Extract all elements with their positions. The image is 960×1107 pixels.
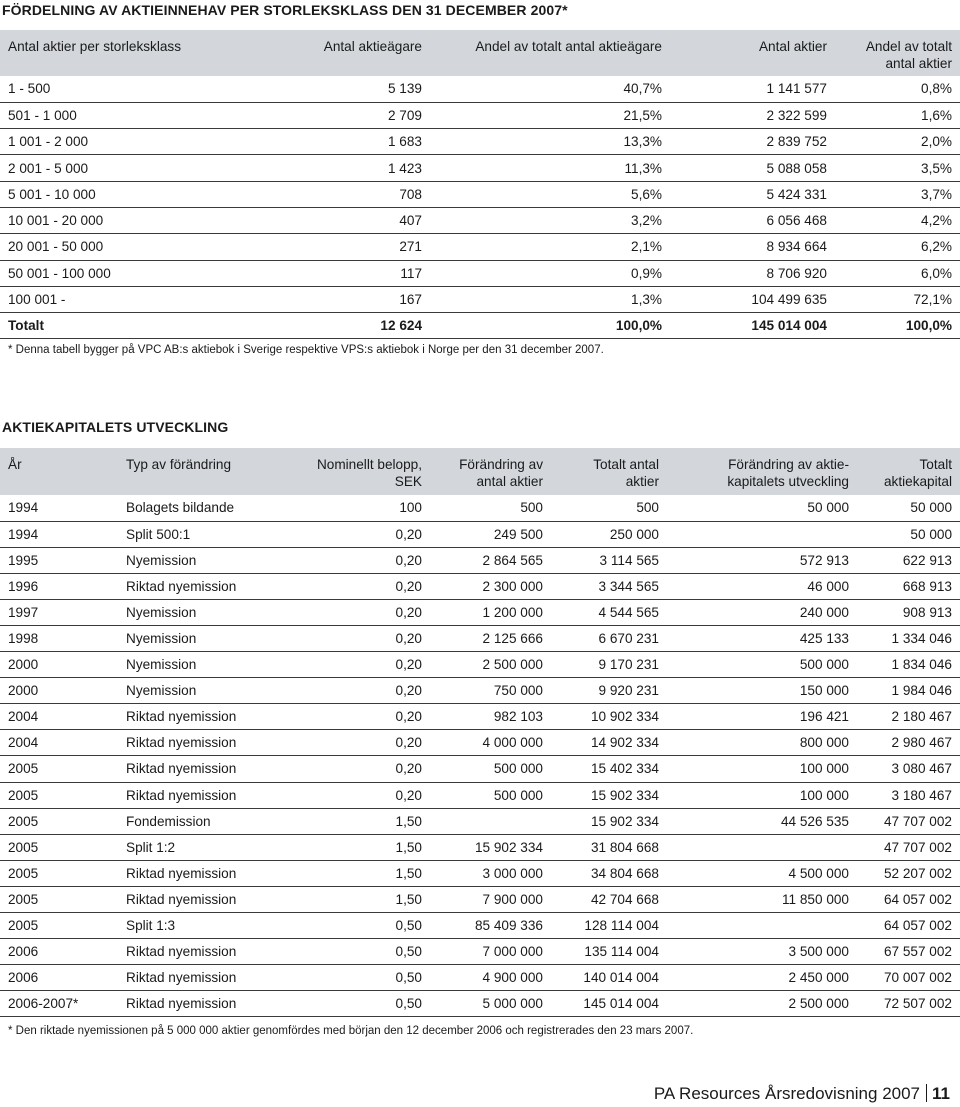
- table-cell: 500 000: [430, 756, 551, 782]
- table-row: [0, 495, 960, 521]
- table-cell: 11,3%: [430, 155, 670, 181]
- table-cell: 31 804 668: [551, 834, 667, 860]
- table-cell: 240 000: [667, 599, 857, 625]
- table-cell: 100 001 -: [0, 286, 240, 312]
- distribution-footnote: * Denna tabell bygger på VPC AB:s aktiebok i Sverige respektive VPS:s aktiebok i Norge per den 31 december 2007.: [8, 344, 604, 356]
- table-cell: Nyemission: [118, 547, 302, 573]
- table-cell: 1,50: [302, 860, 430, 886]
- table-cell: Bolagets bildande: [118, 495, 302, 521]
- table-cell: 501 - 1 000: [0, 102, 240, 128]
- table-row: [0, 155, 960, 181]
- table-cell: 622 913: [857, 547, 960, 573]
- table-cell: 52 207 002: [857, 860, 960, 886]
- table-cell: Riktad nyemission: [118, 991, 302, 1017]
- table-row: [0, 599, 960, 625]
- table-cell: 0,50: [302, 991, 430, 1017]
- footer-separator: [926, 1084, 927, 1102]
- table-cell: 4 500 000: [667, 860, 857, 886]
- table-cell: 1994: [0, 521, 118, 547]
- table-cell: 2,0%: [835, 129, 960, 155]
- table-cell: Riktad nyemission: [118, 782, 302, 808]
- table-row: [0, 730, 960, 756]
- table-cell: Riktad nyemission: [118, 965, 302, 991]
- table-row: [0, 76, 960, 102]
- table-cell: 0,20: [302, 782, 430, 808]
- table-cell: 3 344 565: [551, 573, 667, 599]
- capital-header-row: [0, 448, 960, 495]
- table-cell: 2005: [0, 834, 118, 860]
- distribution-table: [0, 30, 960, 339]
- table-cell: 6 670 231: [551, 625, 667, 651]
- table-cell: 8 934 664: [670, 234, 835, 260]
- table-cell: Fondemission: [118, 808, 302, 834]
- table-cell: Riktad nyemission: [118, 756, 302, 782]
- table-cell: 5,6%: [430, 181, 670, 207]
- table-cell: 104 499 635: [670, 286, 835, 312]
- table-cell: 44 526 535: [667, 808, 857, 834]
- table-cell: 2004: [0, 704, 118, 730]
- table-cell: 0,20: [302, 678, 430, 704]
- table-cell: [667, 913, 857, 939]
- table-cell: 64 057 002: [857, 886, 960, 912]
- header-size-class: Antal aktier per storleksklass: [8, 39, 182, 54]
- table-cell: Riktad nyemission: [118, 886, 302, 912]
- table-cell: 14 902 334: [551, 730, 667, 756]
- table-cell: 135 114 004: [551, 939, 667, 965]
- table-cell: 15 902 334: [551, 782, 667, 808]
- table-cell: 0,20: [302, 625, 430, 651]
- table-cell: 100,0%: [430, 313, 670, 339]
- table-cell: 500 000: [430, 782, 551, 808]
- table-cell: 140 014 004: [551, 965, 667, 991]
- table-row: [0, 286, 960, 312]
- table-cell: 3 080 467: [857, 756, 960, 782]
- table-cell: 2000: [0, 678, 118, 704]
- table-cell: 3 114 565: [551, 547, 667, 573]
- table-cell: 12 624: [240, 313, 430, 339]
- table-cell: 100 000: [667, 756, 857, 782]
- table-cell: 5 424 331: [670, 181, 835, 207]
- table-row: [0, 652, 960, 678]
- header-share-of-shares: Andel av totalt antal aktier: [865, 39, 952, 71]
- table-cell: 2 322 599: [670, 102, 835, 128]
- table-cell: 2 500 000: [667, 991, 857, 1017]
- footer-text: PA Resources Årsredovisning 2007: [653, 1084, 921, 1103]
- table-cell: 249 500: [430, 521, 551, 547]
- table-cell: 10 902 334: [551, 704, 667, 730]
- table-cell: 0,50: [302, 939, 430, 965]
- header-year: År: [8, 457, 22, 472]
- table-cell: 2 864 565: [430, 547, 551, 573]
- table-cell: 2 980 467: [857, 730, 960, 756]
- table-cell: 0,20: [302, 730, 430, 756]
- table-cell: 67 557 002: [857, 939, 960, 965]
- table-cell: 250 000: [551, 521, 667, 547]
- table-cell: 64 057 002: [857, 913, 960, 939]
- table-cell: 0,20: [302, 573, 430, 599]
- distribution-header-row: [0, 30, 960, 76]
- table-cell: 15 902 334: [551, 808, 667, 834]
- table-cell: 500: [551, 495, 667, 521]
- table-cell: 2 300 000: [430, 573, 551, 599]
- table-row: [0, 234, 960, 260]
- header-share-of-shareholders: Andel av totalt antal aktieägare: [475, 39, 662, 54]
- table-cell: 425 133: [667, 625, 857, 651]
- table-cell: 13,3%: [430, 129, 670, 155]
- table-cell: 50 000: [857, 495, 960, 521]
- table-cell: 0,20: [302, 547, 430, 573]
- table-cell: 2,1%: [430, 234, 670, 260]
- table-cell: 2 709: [240, 102, 430, 128]
- table-cell: 2005: [0, 886, 118, 912]
- table-cell: 7 000 000: [430, 939, 551, 965]
- table-cell: 85 409 336: [430, 913, 551, 939]
- table-cell: 3 500 000: [667, 939, 857, 965]
- table-cell: 708: [240, 181, 430, 207]
- table-cell: 128 114 004: [551, 913, 667, 939]
- header-total-shares: Totalt antal aktier: [593, 457, 659, 489]
- table-row: [0, 808, 960, 834]
- table-cell: 1994: [0, 495, 118, 521]
- table-cell: 271: [240, 234, 430, 260]
- table-cell: 70 007 002: [857, 965, 960, 991]
- table-cell: 21,5%: [430, 102, 670, 128]
- table-cell: Riktad nyemission: [118, 730, 302, 756]
- table-cell: 1 200 000: [430, 599, 551, 625]
- table-cell: 1995: [0, 547, 118, 573]
- table-cell: 2005: [0, 756, 118, 782]
- table-cell: 5 000 000: [430, 991, 551, 1017]
- table-cell: 1,50: [302, 886, 430, 912]
- table-cell: 2 001 - 5 000: [0, 155, 240, 181]
- table-cell: 20 001 - 50 000: [0, 234, 240, 260]
- table-cell: 0,9%: [430, 260, 670, 286]
- table-cell: 72,1%: [835, 286, 960, 312]
- table-cell: 1,50: [302, 808, 430, 834]
- table-cell: [667, 834, 857, 860]
- table-cell: 1 334 046: [857, 625, 960, 651]
- table-cell: 1998: [0, 625, 118, 651]
- table-row: [0, 207, 960, 233]
- table-cell: 3,2%: [430, 207, 670, 233]
- table-cell: 8 706 920: [670, 260, 835, 286]
- table-cell: Split 500:1: [118, 521, 302, 547]
- table-cell: 196 421: [667, 704, 857, 730]
- table-cell: 6,0%: [835, 260, 960, 286]
- table-cell: 1,3%: [430, 286, 670, 312]
- header-capital-change: Förändring av aktie-kapitalets utveckling: [727, 457, 849, 489]
- table-cell: 3 180 467: [857, 782, 960, 808]
- table-cell: 167: [240, 286, 430, 312]
- table-cell: 908 913: [857, 599, 960, 625]
- table-cell: 2006: [0, 965, 118, 991]
- table-cell: Riktad nyemission: [118, 573, 302, 599]
- table-cell: 572 913: [667, 547, 857, 573]
- table-cell: Split 1:3: [118, 913, 302, 939]
- table-cell: 42 704 668: [551, 886, 667, 912]
- capital-footnote: * Den riktade nyemissionen på 5 000 000 aktier genomfördes med början den 12 december 2006 och registrerades den 23 mars 2007.: [8, 1025, 694, 1037]
- table-cell: 117: [240, 260, 430, 286]
- table-row: [0, 965, 960, 991]
- table-row: [0, 756, 960, 782]
- table-cell: 2005: [0, 860, 118, 886]
- page-number: 11: [932, 1084, 950, 1103]
- table-cell: 47 707 002: [857, 808, 960, 834]
- table-cell: 7 900 000: [430, 886, 551, 912]
- table-cell: 9 170 231: [551, 652, 667, 678]
- table-row: [0, 521, 960, 547]
- table-cell: 100 000: [667, 782, 857, 808]
- table-cell: Nyemission: [118, 652, 302, 678]
- table-cell: 145 014 004: [670, 313, 835, 339]
- table-cell: 40,7%: [430, 76, 670, 102]
- table-cell: 1,6%: [835, 102, 960, 128]
- table-cell: 6 056 468: [670, 207, 835, 233]
- table-row: [0, 782, 960, 808]
- table-cell: Nyemission: [118, 599, 302, 625]
- table-cell: Nyemission: [118, 625, 302, 651]
- table-cell: Split 1:2: [118, 834, 302, 860]
- table-cell: 0,50: [302, 965, 430, 991]
- table-cell: Riktad nyemission: [118, 860, 302, 886]
- table-row: [0, 886, 960, 912]
- table-cell: 3,5%: [835, 155, 960, 181]
- table-cell: 3,7%: [835, 181, 960, 207]
- table-cell: 2 839 752: [670, 129, 835, 155]
- table-cell: 0,20: [302, 704, 430, 730]
- header-change-type: Typ av förändring: [126, 457, 232, 472]
- header-shares: Antal aktier: [758, 39, 827, 54]
- table-cell: 1 001 - 2 000: [0, 129, 240, 155]
- table-cell: 982 103: [430, 704, 551, 730]
- table-cell: 47 707 002: [857, 834, 960, 860]
- table-cell: 2 450 000: [667, 965, 857, 991]
- table-cell: 2000: [0, 652, 118, 678]
- table-row: [0, 625, 960, 651]
- table-cell: 4 900 000: [430, 965, 551, 991]
- table-cell: 750 000: [430, 678, 551, 704]
- table-cell: 72 507 002: [857, 991, 960, 1017]
- table-cell: 15 402 334: [551, 756, 667, 782]
- table-row: [0, 573, 960, 599]
- capital-table: [0, 448, 960, 1017]
- table-cell: 9 920 231: [551, 678, 667, 704]
- table-cell: Nyemission: [118, 678, 302, 704]
- table-cell: 4,2%: [835, 207, 960, 233]
- table-cell: 2006-2007*: [0, 991, 118, 1017]
- table-cell: 1 984 046: [857, 678, 960, 704]
- table-row: [0, 834, 960, 860]
- table-cell: 1 141 577: [670, 76, 835, 102]
- table-cell: 3 000 000: [430, 860, 551, 886]
- distribution-title: FÖRDELNING AV AKTIEINNEHAV PER STORLEKSKLASS DEN 31 DECEMBER 2007*: [2, 2, 568, 18]
- table-cell: 1 423: [240, 155, 430, 181]
- table-cell: 11 850 000: [667, 886, 857, 912]
- table-cell: 1 834 046: [857, 652, 960, 678]
- capital-title: AKTIEKAPITALETS UTVECKLING: [2, 419, 229, 435]
- table-cell: 5 139: [240, 76, 430, 102]
- table-cell: Totalt: [0, 313, 240, 339]
- table-row: [0, 704, 960, 730]
- table-cell: 2006: [0, 939, 118, 965]
- table-cell: 50 000: [667, 495, 857, 521]
- table-cell: 407: [240, 207, 430, 233]
- header-share-change: Förändring av antal aktier: [459, 457, 543, 489]
- table-cell: 2005: [0, 913, 118, 939]
- header-total-capital: Totalt aktiekapital: [883, 457, 952, 489]
- table-cell: 500 000: [667, 652, 857, 678]
- table-cell: 2 125 666: [430, 625, 551, 651]
- table-cell: 1,50: [302, 834, 430, 860]
- table-row: [0, 260, 960, 286]
- table-cell: 100,0%: [835, 313, 960, 339]
- table-cell: 4 000 000: [430, 730, 551, 756]
- table-cell: 145 014 004: [551, 991, 667, 1017]
- table-cell: 0,20: [302, 652, 430, 678]
- table-row: [0, 547, 960, 573]
- table-cell: 0,20: [302, 756, 430, 782]
- table-row: [0, 991, 960, 1017]
- table-cell: 46 000: [667, 573, 857, 599]
- table-cell: 800 000: [667, 730, 857, 756]
- table-cell: 2005: [0, 808, 118, 834]
- table-cell: 500: [430, 495, 551, 521]
- table-row: [0, 939, 960, 965]
- table-row: [0, 181, 960, 207]
- header-shareholders: Antal aktieägare: [323, 39, 422, 54]
- table-cell: 2005: [0, 782, 118, 808]
- page-footer: [654, 1084, 950, 1104]
- table-cell: 2 180 467: [857, 704, 960, 730]
- table-cell: 15 902 334: [430, 834, 551, 860]
- table-cell: Riktad nyemission: [118, 704, 302, 730]
- table-cell: 50 001 - 100 000: [0, 260, 240, 286]
- total-row: [0, 313, 960, 339]
- table-cell: 50 000: [857, 521, 960, 547]
- table-row: [0, 102, 960, 128]
- header-nominal: Nominellt belopp, SEK: [316, 457, 422, 489]
- table-cell: 5 001 - 10 000: [0, 181, 240, 207]
- table-row: [0, 678, 960, 704]
- table-cell: 0,50: [302, 913, 430, 939]
- table-cell: Riktad nyemission: [118, 939, 302, 965]
- table-cell: 0,20: [302, 521, 430, 547]
- table-row: [0, 860, 960, 886]
- table-cell: 100: [302, 495, 430, 521]
- table-row: [0, 129, 960, 155]
- table-row: [0, 913, 960, 939]
- table-cell: [667, 521, 857, 547]
- table-cell: 34 804 668: [551, 860, 667, 886]
- table-cell: 150 000: [667, 678, 857, 704]
- table-cell: 1 683: [240, 129, 430, 155]
- table-cell: 1 - 500: [0, 76, 240, 102]
- table-cell: 2 500 000: [430, 652, 551, 678]
- table-cell: 668 913: [857, 573, 960, 599]
- table-cell: 5 088 058: [670, 155, 835, 181]
- table-cell: 0,8%: [835, 76, 960, 102]
- table-cell: 1997: [0, 599, 118, 625]
- table-cell: 10 001 - 20 000: [0, 207, 240, 233]
- table-cell: 1996: [0, 573, 118, 599]
- table-cell: 6,2%: [835, 234, 960, 260]
- table-cell: [430, 808, 551, 834]
- table-cell: 0,20: [302, 599, 430, 625]
- table-cell: 4 544 565: [551, 599, 667, 625]
- table-cell: 2004: [0, 730, 118, 756]
